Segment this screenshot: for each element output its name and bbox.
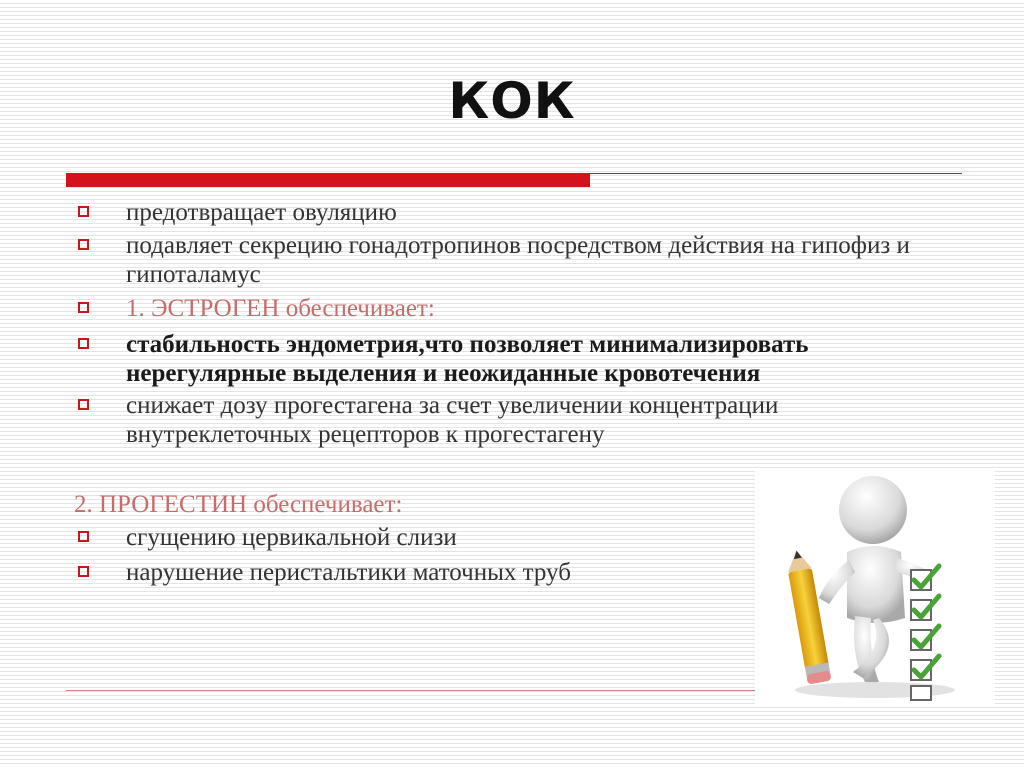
- square-bullet-icon: [78, 239, 89, 250]
- square-bullet-icon: [78, 206, 89, 217]
- list-item: [74, 391, 946, 449]
- list-item-text: нарушение перистальтики маточных труб: [126, 559, 571, 586]
- title-underline-bar: [66, 173, 590, 187]
- square-bullet-icon: [78, 302, 89, 313]
- list-item-text: подавляет секрецию гонадотропинов посредством действия на гипофиз и гипоталамус: [126, 232, 910, 288]
- list-item: [74, 294, 974, 323]
- figure-with-pencil-and-checklist-icon: [755, 468, 995, 704]
- list-item-text: 1. ЭСТРОГЕН обеспечивает:: [126, 295, 435, 322]
- list-item-text: сгущению цервикальной слизи: [126, 524, 457, 551]
- list-item: [74, 198, 974, 227]
- square-bullet-icon: [78, 566, 89, 577]
- slide-title: КОК: [448, 72, 576, 130]
- list-item-text: предотвращает овуляцию: [126, 199, 397, 226]
- list-item-text: снижает дозу прогестагена за счет увеличении концентрации внутреклеточных рецепторов к прогестагену: [126, 392, 779, 448]
- list-item: [74, 330, 966, 388]
- title-underline-line: [590, 173, 962, 174]
- footer-divider: [66, 690, 766, 691]
- section-heading: 2. ПРОГЕСТИН обеспечивает:: [74, 491, 403, 518]
- list-item: [74, 231, 946, 289]
- square-bullet-icon: [78, 399, 89, 410]
- list-item-text: стабильность эндометрия,что позволяет минимализировать нерегулярные выделения и неожиданные кровотечения: [126, 331, 809, 387]
- square-bullet-icon: [78, 338, 89, 349]
- square-bullet-icon: [78, 531, 89, 542]
